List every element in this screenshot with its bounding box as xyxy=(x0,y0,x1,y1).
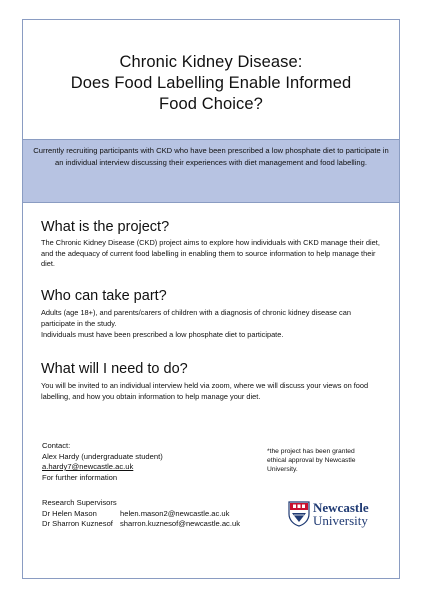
logo-line-2: University xyxy=(313,513,368,528)
title-line-2: Does Food Labelling Enable Informed xyxy=(70,74,352,92)
logo-line-1: Newcastle xyxy=(313,500,369,515)
poster xyxy=(22,19,400,579)
text-who-can-take-part-2: Individuals must have been prescribed a low phosphate diet to participate. xyxy=(41,330,284,339)
text-who-can-take-part-1: Adults (age 18+), and parents/carers of children with a diagnosis of chronic kidney disease can participate in the study. xyxy=(41,308,351,328)
title-line-1: Chronic Kidney Disease: xyxy=(119,53,303,71)
supervisor-name: Dr Helen Mason xyxy=(42,508,97,518)
text-what-will-i-do: You will be invited to an individual interview held via zoom, where we will discuss your views on food labelling, and how you obtain information to help manage your diet. xyxy=(41,381,369,401)
heading-who-can-take-part: Who can take part? xyxy=(41,288,167,304)
supervisor-name: Dr Sharron Kuznesof xyxy=(42,519,113,528)
ethics-note: *the project has been granted ethical approval by Newcastle University. xyxy=(267,448,356,473)
text-what-is-project: The Chronic Kidney Disease (CKD) project aims to explore how individuals with CKD manage their diet, and the adequacy of current food labelling in enabling them to source information to help manage their diet. xyxy=(41,238,380,268)
poster-title xyxy=(23,52,399,115)
recruitment-banner: Currently recruiting participants with CKD who have been prescribed a low phosphate diet to participate in an individual interview discussing their experiences with diet management and food labelling. xyxy=(23,139,399,203)
supervisors-label: Research Supervisors xyxy=(42,498,117,507)
heading-what-is-project: What is the project? xyxy=(41,219,170,235)
supervisor-email-link[interactable]: sharron.kuznesof@newcastle.ac.uk xyxy=(120,519,240,528)
supervisor-row xyxy=(42,519,240,530)
contact-label: Contact: xyxy=(42,441,71,450)
newcastle-university-logo xyxy=(288,501,369,527)
supervisors-block xyxy=(42,498,240,530)
supervisor-row xyxy=(42,509,240,520)
title-line-3: Food Choice? xyxy=(159,95,263,113)
supervisor-email-link[interactable]: helen.mason2@newcastle.ac.uk xyxy=(120,508,230,518)
contact-block xyxy=(42,441,163,483)
contact-name: Alex Hardy (undergraduate student) xyxy=(42,451,163,461)
contact-email-link[interactable]: a.hardy7@newcastle.ac.uk xyxy=(42,462,134,471)
heading-what-will-i-do: What will I need to do? xyxy=(41,361,188,377)
university-crest-icon xyxy=(288,501,310,527)
contact-further-info: For further information xyxy=(42,472,118,482)
